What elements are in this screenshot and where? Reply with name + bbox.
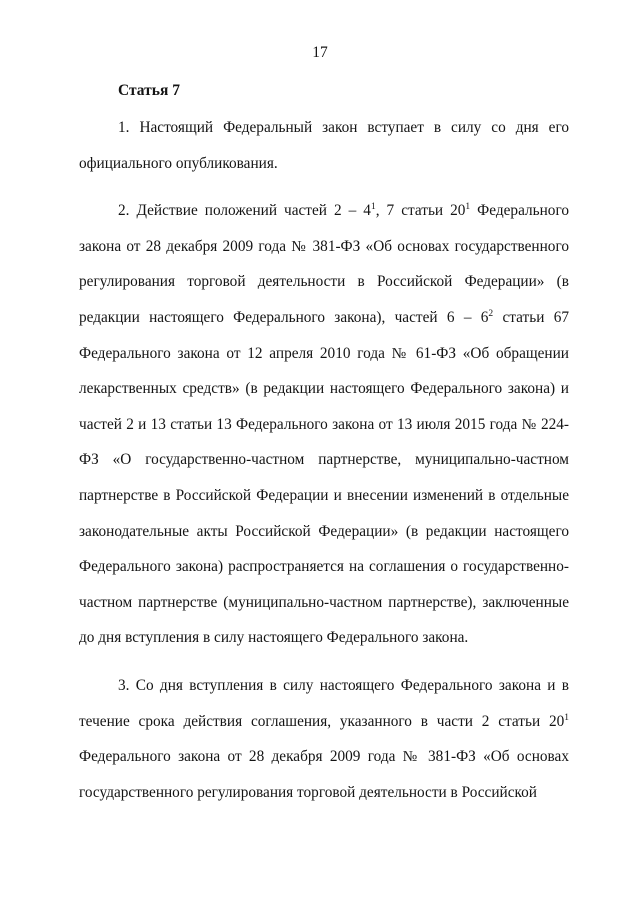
superscript: 1 (564, 712, 569, 723)
paragraph-text: Федерального закона от 28 декабря 2009 года № 381-ФЗ «Об основах государственного регулирования торговой деятельности в Российской Федерации» (в редакции настоящего Федерального закона), частей 6 – 6 (79, 202, 569, 326)
paragraph-text: , 7 статьи 20 (375, 202, 466, 220)
article-heading: Статья 7 (118, 82, 180, 99)
paragraph-3 (79, 668, 569, 810)
superscript: 1 (370, 202, 376, 213)
paragraph-text: статьи 67 Федерального закона от 12 апреля 2010 года № 61-ФЗ «Об обращении лекарственных средств» (в редакции настоящего Федерального закона) и частей 2 и 13 статьи 13 Федерального закона от 13 июля 2015 года № 224-ФЗ «О государственно-частном партнерстве, муниципально-частном партнерстве в Российской Федерации и внесении изменений в отдельные законодательные акты Российской Федерации» (в редакции настоящего Федерального закона) распространяется на соглашения о государственно-частном партнерстве (муниципально-частном партнерстве), заключенные до дня вступления в силу настоящего Федерального закона. (79, 308, 569, 647)
paragraph-text: 3. Со дня вступления в силу настоящего Федерального закона и в течение срока действия соглашения, указанного в части 2 статьи 20 (79, 676, 569, 730)
paragraph-text: 2. Действие положений частей 2 – 4 (118, 202, 371, 220)
superscript: 2 (488, 308, 494, 319)
page-number: 17 (312, 44, 328, 61)
document-body (79, 110, 569, 822)
paragraph-text: Федерального закона от 28 декабря 2009 года № 381-ФЗ «Об основах государственного регулирования торговой деятельности в Российской (79, 748, 569, 801)
paragraph-2 (79, 193, 569, 656)
superscript: 1 (465, 202, 471, 213)
paragraph-1 (79, 110, 569, 181)
paragraph-text: 1. Настоящий Федеральный закон вступает в силу со дня его официального опубликования. (79, 119, 569, 172)
